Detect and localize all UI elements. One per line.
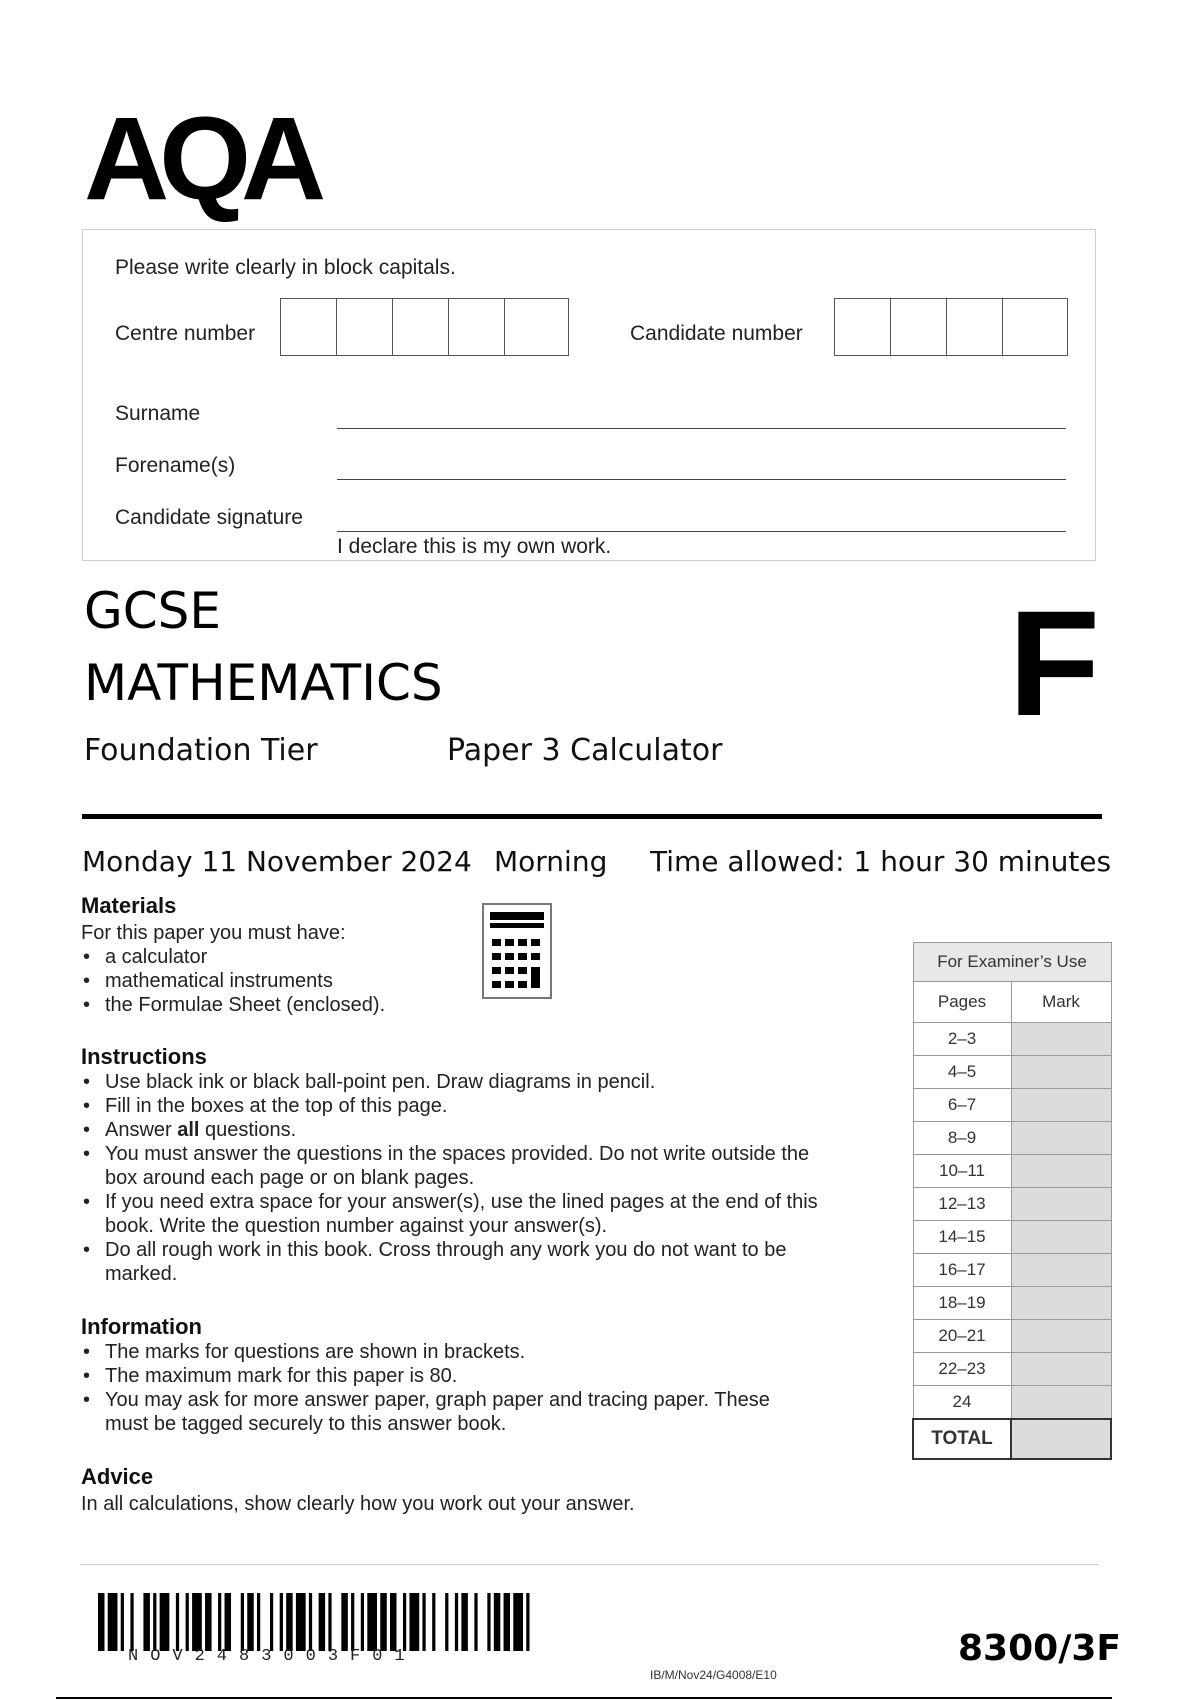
advice-text: In all calculations, show clearly how you work out your answer. <box>81 1493 635 1515</box>
mark-cell <box>1011 1155 1111 1188</box>
candidate-digit-box[interactable] <box>835 299 891 355</box>
mark-cell <box>1011 1188 1111 1221</box>
pages-cell: 16–17 <box>913 1254 1011 1287</box>
pages-cell: 10–11 <box>913 1155 1011 1188</box>
candidate-digit-box[interactable] <box>1003 299 1059 355</box>
materials-heading: Materials <box>81 893 177 918</box>
mark-cell <box>1011 1353 1111 1386</box>
table-row <box>913 1287 1111 1320</box>
list-item: • mathematical instruments <box>81 969 501 993</box>
candidate-digit-box[interactable] <box>947 299 1003 355</box>
list-item: • Do all rough work in this book. Cross through any work you do not want to be marked. <box>81 1238 841 1286</box>
table-row <box>913 1023 1111 1056</box>
table-row <box>913 1320 1111 1353</box>
table-row <box>913 1155 1111 1188</box>
pages-cell: 22–23 <box>913 1353 1011 1386</box>
tier-letter: F <box>1008 579 1100 747</box>
pages-cell: 2–3 <box>913 1023 1011 1056</box>
centre-digit-box[interactable] <box>449 299 505 355</box>
signature-field[interactable] <box>337 531 1066 532</box>
total-row <box>913 1419 1111 1459</box>
list-item: • You must answer the questions in the spaces provided. Do not write outside the box around each page or on blank pages. <box>81 1142 841 1190</box>
signature-label: Candidate signature <box>115 506 303 529</box>
table-row <box>913 1386 1111 1420</box>
centre-digit-box[interactable] <box>505 299 562 355</box>
surname-label: Surname <box>115 402 201 425</box>
tier-label: Foundation Tier <box>84 733 318 768</box>
mark-cell <box>1011 1221 1111 1254</box>
pages-cell: 4–5 <box>913 1056 1011 1089</box>
total-label: TOTAL <box>913 1419 1011 1459</box>
candidate-digit-box[interactable] <box>891 299 947 355</box>
exam-date: Monday 11 November 2024 <box>82 845 472 878</box>
materials-section <box>81 921 501 1017</box>
table-row <box>913 1089 1111 1122</box>
pages-cell: 8–9 <box>913 1122 1011 1155</box>
mark-cell <box>1011 1386 1111 1420</box>
examiner-use-table <box>912 942 1112 1460</box>
list-item: • The maximum mark for this paper is 80. <box>81 1364 801 1388</box>
instructions-list <box>81 1070 841 1286</box>
list-item: • You may ask for more answer paper, graph paper and tracing paper. These must be tagged securely to this answer book. <box>81 1388 801 1436</box>
list-item: • Fill in the boxes at the top of this page. <box>81 1094 841 1118</box>
pages-cell: 24 <box>913 1386 1011 1420</box>
centre-digit-box[interactable] <box>281 299 337 355</box>
centre-digit-box[interactable] <box>393 299 449 355</box>
information-heading: Information <box>81 1314 202 1339</box>
paper-label: Paper 3 Calculator <box>447 733 723 768</box>
mark-cell <box>1011 1056 1111 1089</box>
mark-cell <box>1011 1122 1111 1155</box>
footer-divider <box>80 1564 1098 1565</box>
mark-column-header: Mark <box>1011 982 1111 1023</box>
table-row <box>913 1056 1111 1089</box>
aqa-logo: AQA <box>84 93 317 225</box>
mark-cell <box>1011 1254 1111 1287</box>
surname-field[interactable] <box>337 428 1066 429</box>
qualification-title: GCSE <box>84 582 221 640</box>
pages-cell: 18–19 <box>913 1287 1011 1320</box>
list-item: • Answer all questions. <box>81 1118 841 1142</box>
examiner-table-header: For Examiner’s Use <box>913 943 1111 982</box>
candidate-number-boxes[interactable] <box>834 298 1068 356</box>
centre-digit-box[interactable] <box>337 299 393 355</box>
table-row <box>913 1353 1111 1386</box>
calculator-icon <box>482 903 552 999</box>
subject-title: MATHEMATICS <box>84 654 443 712</box>
pages-cell: 12–13 <box>913 1188 1011 1221</box>
paper-code: 8300/3F <box>958 1628 1121 1669</box>
block-capitals-instruction: Please write clearly in block capitals. <box>115 256 456 279</box>
list-item: • the Formulae Sheet (enclosed). <box>81 993 501 1017</box>
advice-heading: Advice <box>81 1464 154 1489</box>
mark-cell <box>1011 1023 1111 1056</box>
forenames-label: Forename(s) <box>115 454 236 477</box>
table-row <box>913 1122 1111 1155</box>
mark-cell <box>1011 1287 1111 1320</box>
bottom-rule <box>56 1697 1112 1699</box>
mark-cell <box>1011 1320 1111 1353</box>
table-row <box>913 1188 1111 1221</box>
information-list <box>81 1340 801 1436</box>
table-row <box>913 1221 1111 1254</box>
instructions-heading: Instructions <box>81 1044 207 1069</box>
pages-cell: 20–21 <box>913 1320 1011 1353</box>
mark-cell <box>1011 1089 1111 1122</box>
list-item: • a calculator <box>81 945 501 969</box>
forenames-field[interactable] <box>337 479 1066 480</box>
centre-number-label: Centre number <box>115 322 256 345</box>
centre-number-boxes[interactable] <box>280 298 569 356</box>
exam-session: Morning <box>494 845 608 878</box>
title-divider <box>82 814 1102 819</box>
table-row <box>913 1254 1111 1287</box>
pages-cell: 6–7 <box>913 1089 1011 1122</box>
materials-intro: For this paper you must have: <box>81 922 346 944</box>
pages-column-header: Pages <box>913 982 1011 1023</box>
time-allowed: Time allowed: 1 hour 30 minutes <box>650 845 1112 878</box>
document-reference: IB/M/Nov24/G4008/E10 <box>650 1668 777 1682</box>
list-item: • If you need extra space for your answer(s), use the lined pages at the end of this book. Write the question number against your answer(s). <box>81 1190 841 1238</box>
barcode-number: NOV2483003F01 <box>128 1647 417 1666</box>
barcode-icon <box>98 1593 536 1651</box>
total-mark-cell <box>1011 1419 1111 1459</box>
list-item: • The marks for questions are shown in brackets. <box>81 1340 801 1364</box>
list-item: • Use black ink or black ball-point pen. Draw diagrams in pencil. <box>81 1070 841 1094</box>
declaration-text: I declare this is my own work. <box>337 535 612 558</box>
candidate-number-label: Candidate number <box>630 322 803 345</box>
pages-cell: 14–15 <box>913 1221 1011 1254</box>
